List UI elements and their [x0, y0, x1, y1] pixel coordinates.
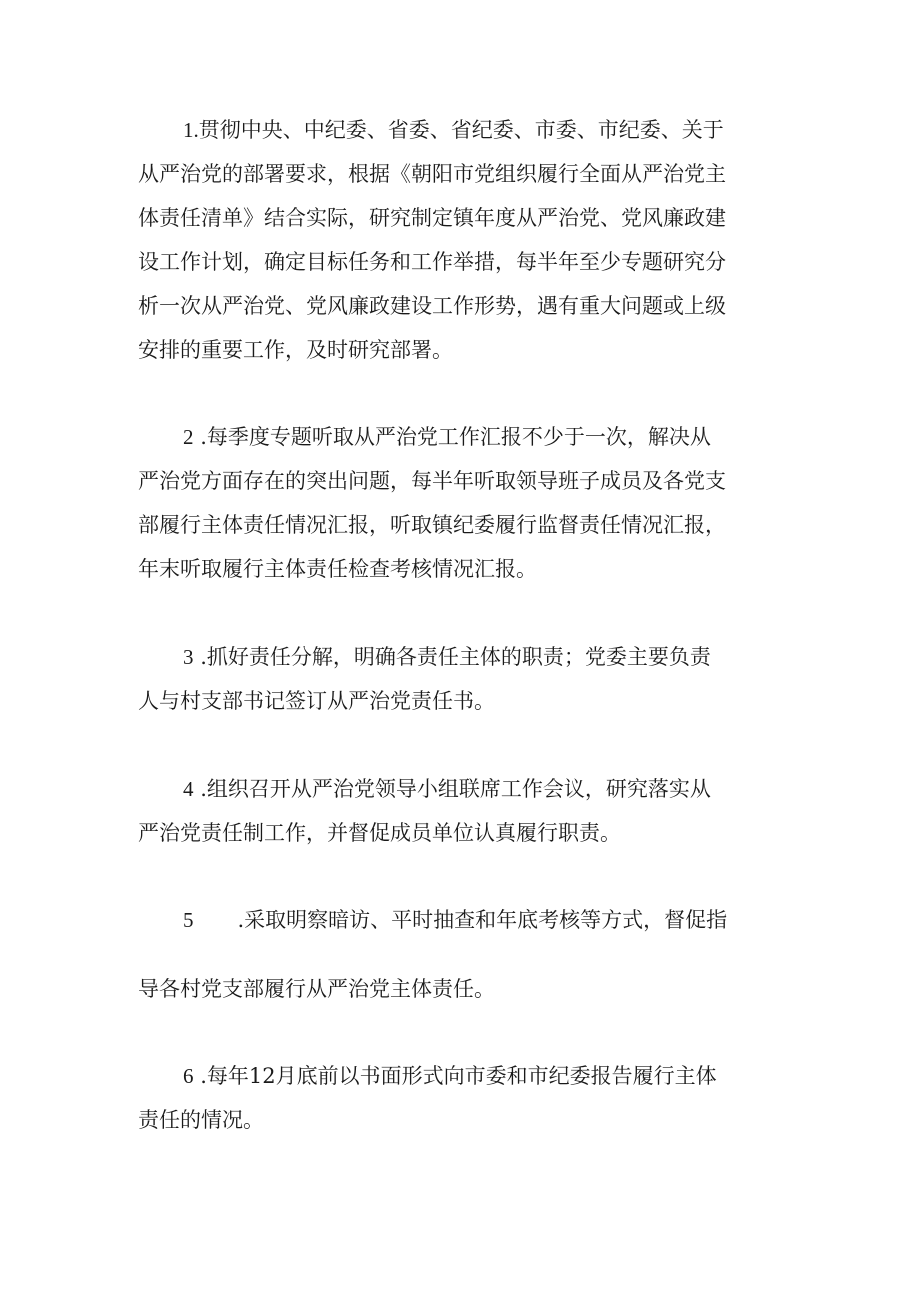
paragraph-2 — [138, 415, 798, 591]
paragraph-line: 安排的重要工作，及时研究部署。 — [138, 338, 453, 362]
paragraph-3 — [138, 635, 798, 723]
paragraph-number: 4 — [183, 777, 194, 801]
paragraph-line: .组织召开从严治党领导小组联席工作会议，研究落实从 — [200, 777, 711, 801]
paragraph-line: 人与村支部书记签订从严治党责任书。 — [138, 689, 495, 713]
paragraph-5-continuation — [138, 967, 798, 1011]
paragraph-line: .每年12月底前以书面形式向市委和市纪委报告履行主体 — [200, 1064, 717, 1088]
paragraph-line: 析一次从严治党、党风廉政建设工作形势，遇有重大问题或上级 — [138, 294, 726, 318]
paragraph-line: 设工作计划，确定目标任务和工作举措，每半年至少专题研究分 — [138, 250, 726, 274]
paragraph-line: 导各村党支部履行从严治党主体责任。 — [138, 977, 495, 1001]
paragraph-line: 年末听取履行主体责任检查考核情况汇报。 — [138, 557, 537, 581]
paragraph-line: 严治党方面存在的突出问题，每半年听取领导班子成员及各党支 — [138, 469, 726, 493]
paragraph-number: 5 — [183, 908, 194, 932]
paragraph-1 — [138, 108, 798, 372]
paragraph-line: 从严治党的部署要求，根据《朝阳市党组织履行全面从严治党主 — [138, 162, 726, 186]
paragraph-line: 责任的情况。 — [138, 1108, 264, 1132]
paragraph-5 — [138, 898, 798, 942]
paragraph-6 — [138, 1054, 798, 1142]
paragraph-4 — [138, 767, 798, 855]
paragraph-number: 1. — [183, 118, 199, 142]
paragraph-line: 体责任清单》结合实际，研究制定镇年度从严治党、党风廉政建 — [138, 206, 726, 230]
paragraph-line: .抓好责任分解，明确各责任主体的职责；党委主要负责 — [200, 645, 711, 669]
paragraph-number: 6 — [183, 1064, 194, 1088]
paragraph-line: .每季度专题听取从严治党工作汇报不少于一次，解决从 — [200, 425, 711, 449]
paragraph-line: .采取明察暗访、平时抽查和年底考核等方式，督促指 — [237, 908, 728, 932]
paragraph-number: 3 — [183, 645, 194, 669]
paragraph-line: 严治党责任制工作，并督促成员单位认真履行职责。 — [138, 821, 621, 845]
paragraph-number: 2 — [183, 425, 194, 449]
paragraph-line: 贯彻中央、中纪委、省委、省纪委、市委、市纪委、关于 — [198, 118, 724, 142]
paragraph-line: 部履行主体责任情况汇报，听取镇纪委履行监督责任情况汇报， — [138, 513, 726, 537]
